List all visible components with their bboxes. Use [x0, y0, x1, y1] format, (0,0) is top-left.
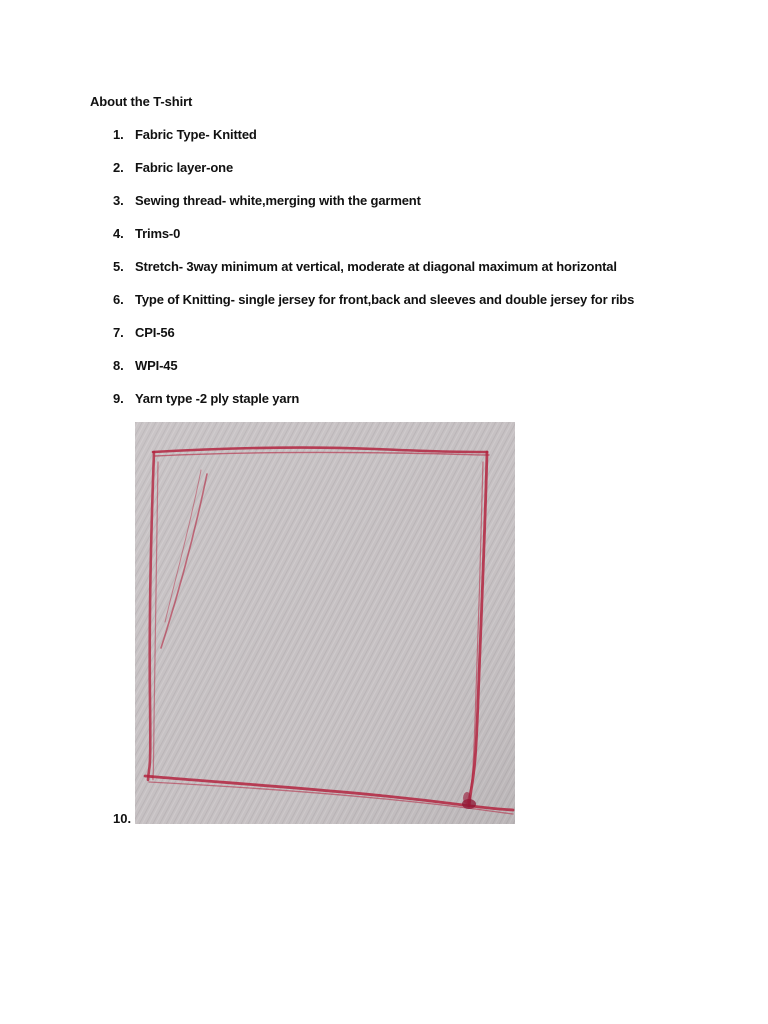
list-item-text: WPI-45: [135, 358, 178, 373]
list-item-cpi: [113, 324, 175, 342]
list-item-knitting-type: [113, 291, 634, 309]
list-item-number: 9.: [113, 391, 124, 406]
fabric-swatch-photo: [135, 422, 515, 824]
list-item-fabric-type: [113, 126, 257, 144]
list-item-number: 5.: [113, 259, 124, 274]
list-item-number-photo: 10.: [113, 811, 132, 826]
list-item-yarn-type: [113, 390, 299, 408]
list-item-text: Trims-0: [135, 226, 181, 241]
list-item-wpi: [113, 357, 177, 375]
list-item-fabric-layer: [113, 159, 233, 177]
list-item-text: Type of Knitting- single jersey for front,back and sleeves and double jersey for ribs: [135, 292, 635, 307]
list-item-text: CPI-56: [135, 325, 175, 340]
list-item-trims: [113, 225, 180, 243]
list-item-number: 8.: [113, 358, 124, 373]
list-item-text: Yarn type -2 ply staple yarn: [135, 391, 300, 406]
list-item-number: 7.: [113, 325, 124, 340]
list-item-number: 4.: [113, 226, 124, 241]
list-item-number: 3.: [113, 193, 124, 208]
list-item-number: 6.: [113, 292, 124, 307]
list-item-number: 2.: [113, 160, 124, 175]
fabric-swatch-image: [135, 422, 515, 824]
document-heading: About the T-shirt: [90, 94, 193, 109]
list-item-sewing-thread: [113, 192, 421, 210]
list-item-text: Stretch- 3way minimum at vertical, moderate at diagonal maximum at horizontal: [135, 259, 617, 274]
list-item-text: Fabric layer-one: [135, 160, 234, 175]
list-item-number: 1.: [113, 127, 124, 142]
list-item-stretch: [113, 258, 617, 276]
list-item-text: Sewing thread- white,merging with the garment: [135, 193, 421, 208]
list-item-text: Fabric Type- Knitted: [135, 127, 257, 142]
